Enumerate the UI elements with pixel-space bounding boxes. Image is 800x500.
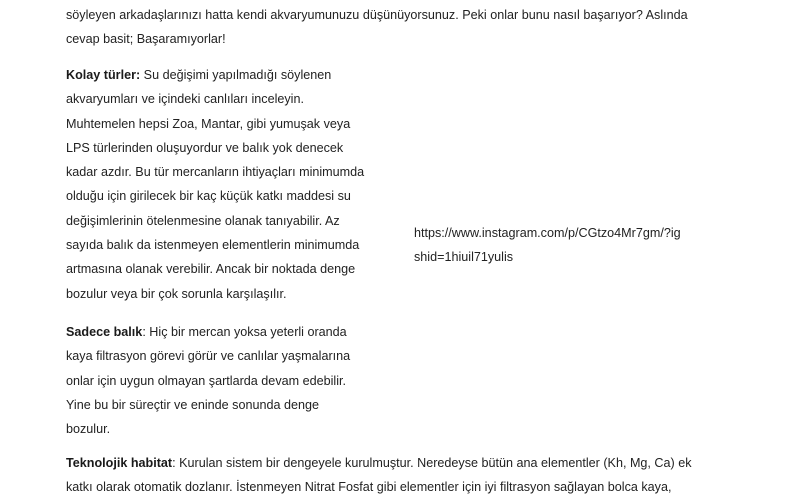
instagram-embed-link[interactable]: https://www.instagram.com/p/CGtzo4Mr7gm/?igshid=1hiuil71yulis xyxy=(414,226,681,265)
fish-only-text: : Hiç bir mercan yoksa yeterli oranda kaya filtrasyon görevi görür ve canlılar yaşmalarına onlar için uygun olmayan şartlarda devam edebilir. Yine bu bir süreçtir ve eninde sonunda denge bozulur. xyxy=(66,325,351,437)
easy-species-text: Su değişimi yapılmadığı söylenen akvaryumları ve içindeki canlıları inceleyin. Muhtemelen hepsi Zoa, Mantar, gibi yumuşak veya LPS türlerinden oluşuyordur ve balık yok denecek kadar azdır. Bu tür mercanların ihtiyaçları minimumda olduğu için girilecek bir kaç küçük katkı maddesi su değişimlerinin ötelenmesine olanak tanıyabilir. Az sayıda balık da istenmeyen elementlerin minimumda artmasına olanak verebilir. Ancak bir noktada denge bozulur veya bir çok sorunla karşılaşılır. xyxy=(66,68,365,301)
easy-species-paragraph xyxy=(66,63,366,306)
tech-habitat-paragraph xyxy=(66,451,706,500)
intro-paragraph: söyleyen arkadaşlarınızı hatta kendi akvaryumunuzu düşünüyorsunuz. Peki onlar bunu nasıl başarıyor? Aslında cevap basit; Başaramıyorlar! xyxy=(66,8,688,47)
tech-habitat-text: : Kurulan sistem bir dengeyele kurulmuştur. Neredeyse bütün ana elementler (Kh, Mg, Ca) ek katkı olarak otomatik dozlanır. İstenmeyen Nitrat Fosfat gibi elementler için iyi filtrasyon sağlayan bolca kaya, xyxy=(66,456,692,495)
fish-only-paragraph xyxy=(66,320,366,441)
fish-only-label: Sadece balık xyxy=(66,325,143,339)
tech-habitat-label: Teknolojik habitat xyxy=(66,456,173,470)
easy-species-label: Kolay türler: xyxy=(66,68,141,82)
